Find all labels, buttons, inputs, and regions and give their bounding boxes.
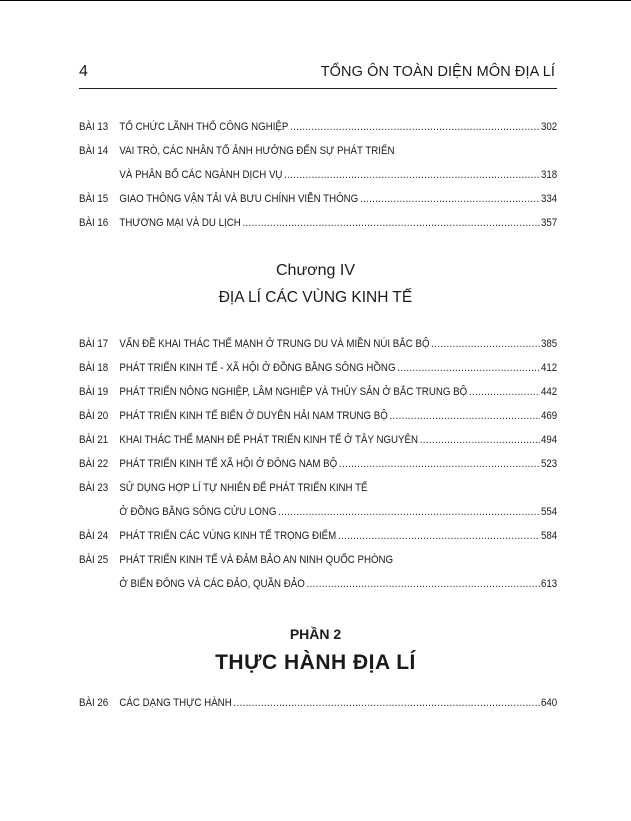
- toc-entry-24[interactable]: [79, 530, 557, 543]
- lesson-number: BÀI 26: [79, 697, 109, 709]
- dot-leader: [307, 578, 541, 591]
- toc-entry-14[interactable]: [79, 145, 557, 182]
- part-title: THỰC HÀNH ĐỊA LÍ: [215, 651, 416, 674]
- toc-entry-16[interactable]: [79, 217, 557, 230]
- top-border-line: [0, 0, 631, 1]
- page-ref: 442: [540, 386, 558, 398]
- lesson-title: PHÁT TRIỂN KINH TẾ XÃ HỘI Ở ĐÔNG NAM BỘ: [119, 458, 338, 470]
- running-title: TỔNG ÔN TOÀN DIỆN MÔN ĐỊA LÍ: [320, 64, 555, 80]
- lesson-title: TỔ CHỨC LÃNH THỔ CÔNG NGHIỆP: [119, 121, 289, 133]
- page-ref: 357: [540, 217, 558, 229]
- chapter-label: Chương IV: [275, 262, 355, 279]
- toc-section-part2: [79, 697, 557, 710]
- lesson-title: GIAO THÔNG VẬN TẢI VÀ BƯU CHÍNH VIỄN THÔNG: [119, 193, 359, 205]
- page-ref: 640: [540, 697, 558, 709]
- toc-section-chapter4: [79, 338, 558, 590]
- page-ref: 385: [540, 338, 558, 350]
- toc-entry-19[interactable]: [79, 386, 557, 399]
- lesson-title: KHAI THÁC THẾ MẠNH ĐỂ PHÁT TRIỂN KINH TẾ Ở TÂY NGUYÊN: [119, 434, 419, 446]
- lesson-title: PHÁT TRIỂN CÁC VÙNG KINH TẾ TRỌNG ĐIỂM: [119, 530, 337, 542]
- dot-leader: [390, 410, 541, 423]
- page-ref: 523: [540, 458, 558, 470]
- lesson-title: VAI TRÒ, CÁC NHÂN TỐ ẢNH HƯỞNG ĐẾN SỰ PHÁT TRIỂN: [119, 145, 395, 157]
- lesson-number: BÀI 17: [79, 338, 109, 350]
- toc-entry-26[interactable]: [79, 697, 557, 710]
- dot-leader: [469, 386, 540, 399]
- lesson-number: BÀI 14: [79, 145, 109, 157]
- toc-entry-23[interactable]: [79, 482, 557, 519]
- part-label: PHẦN 2: [289, 626, 342, 642]
- toc-entry-15[interactable]: [79, 193, 557, 206]
- lesson-number: BÀI 25: [79, 554, 109, 566]
- dot-leader: [338, 530, 540, 543]
- dot-leader: [360, 193, 540, 206]
- dot-leader: [420, 434, 540, 447]
- lesson-title-cont: Ở ĐỒNG BẰNG SÔNG CỬU LONG: [119, 506, 277, 518]
- lesson-number: BÀI 19: [79, 386, 109, 398]
- lesson-title: PHÁT TRIỂN NÔNG NGHIỆP, LÂM NGHIỆP VÀ THỦY SẢN Ở BẮC TRUNG BỘ: [119, 386, 468, 398]
- dot-leader: [431, 338, 540, 351]
- lesson-title-cont: VÀ PHÂN BỐ CÁC NGÀNH DỊCH VỤ: [119, 169, 283, 181]
- lesson-title: PHÁT TRIỂN KINH TẾ - XÃ HỘI Ở ĐỒNG BẰNG SÔNG HỒNG: [119, 362, 396, 374]
- lesson-number: BÀI 16: [79, 217, 109, 229]
- page-ref: 554: [540, 506, 558, 518]
- toc-section-top: [79, 121, 558, 229]
- dot-leader: [290, 121, 540, 134]
- lesson-title-cont: Ở BIỂN ĐÔNG VÀ CÁC ĐẢO, QUẦN ĐẢO: [119, 578, 305, 590]
- lesson-number: BÀI 24: [79, 530, 109, 542]
- page-ref: 302: [540, 121, 558, 133]
- toc-entry-20[interactable]: [79, 410, 557, 423]
- lesson-number: BÀI 13: [79, 121, 109, 133]
- toc-entry-21[interactable]: [79, 434, 557, 447]
- page-ref: 584: [540, 530, 558, 542]
- dot-leader: [242, 217, 540, 230]
- lesson-title: VẤN ĐỀ KHAI THÁC THẾ MẠNH Ở TRUNG DU VÀ MIỀN NÚI BẮC BỘ: [119, 338, 430, 350]
- toc-entry-13[interactable]: [79, 121, 557, 134]
- page-ref: 412: [540, 362, 558, 374]
- lesson-number: BÀI 23: [79, 482, 109, 494]
- lesson-number: BÀI 21: [79, 434, 109, 446]
- toc-entry-25[interactable]: [79, 554, 557, 591]
- chapter-title: ĐỊA LÍ CÁC VÙNG KINH TẾ: [218, 289, 413, 306]
- dot-leader: [278, 506, 540, 519]
- lesson-number: BÀI 15: [79, 193, 109, 205]
- page-ref: 613: [540, 578, 558, 590]
- page-ref: 469: [540, 410, 558, 422]
- dot-leader: [397, 362, 540, 375]
- dot-leader: [233, 697, 540, 710]
- lesson-title: PHÁT TRIỂN KINH TẾ VÀ ĐẢM BẢO AN NINH QUỐC PHÒNG: [119, 554, 394, 566]
- lesson-title: SỬ DỤNG HỢP LÍ TỰ NHIÊN ĐỂ PHÁT TRIỂN KINH TẾ: [119, 482, 368, 494]
- page-number: 4: [79, 63, 88, 80]
- page-header: [79, 60, 557, 89]
- lesson-title: CÁC DẠNG THỰC HÀNH: [119, 697, 232, 709]
- toc-entry-22[interactable]: [79, 458, 557, 471]
- lesson-number: BÀI 18: [79, 362, 109, 374]
- toc-entry-17[interactable]: [79, 338, 557, 351]
- dot-leader: [284, 169, 540, 182]
- lesson-number: BÀI 20: [79, 410, 109, 422]
- dot-leader: [339, 458, 540, 471]
- lesson-title: PHÁT TRIỂN KINH TẾ BIỂN Ở DUYÊN HẢI NAM TRUNG BỘ: [119, 410, 388, 422]
- toc-entry-18[interactable]: [79, 362, 557, 375]
- page-ref: 318: [540, 169, 558, 181]
- lesson-number: BÀI 22: [79, 458, 109, 470]
- page-ref: 334: [540, 193, 558, 205]
- lesson-title: THƯƠNG MẠI VÀ DU LỊCH: [119, 217, 241, 229]
- page-ref: 494: [540, 434, 558, 446]
